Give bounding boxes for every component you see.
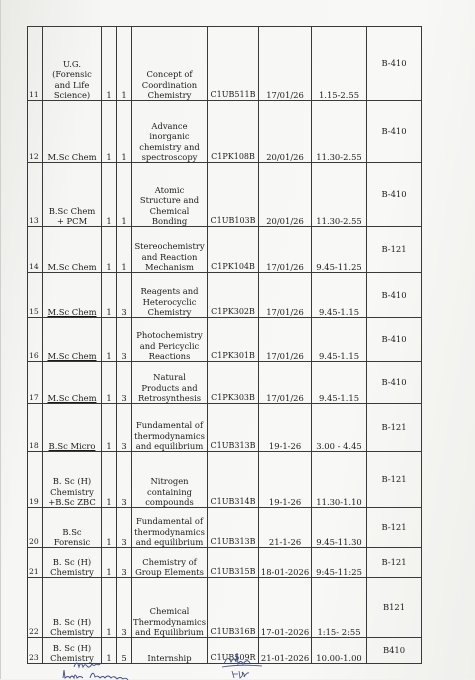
programme-cell: B.Sc Chem + PCM <box>43 163 102 227</box>
table-row <box>28 404 422 452</box>
table-row <box>28 163 422 227</box>
year-cell: 1 <box>102 638 117 664</box>
room-cell: B410 <box>367 638 422 664</box>
year-cell: 1 <box>102 578 117 638</box>
course-title-cell: Internship <box>132 638 208 664</box>
room-cell: B-121 <box>367 404 422 452</box>
course-code-cell: C1UB314B <box>208 452 259 508</box>
room-cell: B-121 <box>367 452 422 508</box>
semester-cell: 3 <box>117 273 132 318</box>
exam-time-cell: 11.30-2.55 <box>312 101 367 163</box>
programme-cell: M.Sc Chem <box>43 318 102 362</box>
serial-number: 15 <box>28 273 43 318</box>
year-cell: 1 <box>102 508 117 548</box>
course-code-cell: C1UB313B <box>208 508 259 548</box>
serial-number: 16 <box>28 318 43 362</box>
table-row <box>28 101 422 163</box>
room-cell: B-410 <box>367 318 422 362</box>
serial-number: 22 <box>28 578 43 638</box>
year-cell: 1 <box>102 362 117 404</box>
course-title-cell: Natural Products and Retrosynthesis <box>132 362 208 404</box>
semester-cell: 1 <box>117 227 132 273</box>
room-cell: B121 <box>367 578 422 638</box>
year-cell: 1 <box>102 27 117 101</box>
semester-cell: 3 <box>117 362 132 404</box>
year-cell: 1 <box>102 273 117 318</box>
serial-number: 21 <box>28 548 43 578</box>
exam-date-cell: 20/01/26 <box>259 163 312 227</box>
programme-cell: M.Sc Chem <box>43 273 102 318</box>
course-title-cell: Photochemistry and Pericyclic Reactions <box>132 318 208 362</box>
programme-cell: M.Sc Chem <box>43 362 102 404</box>
exam-date-cell: 21-1-26 <box>259 508 312 548</box>
serial-number: 20 <box>28 508 43 548</box>
course-code-cell: C1UB103B <box>208 163 259 227</box>
exam-time-cell: 11.30-1.10 <box>312 452 367 508</box>
serial-number: 14 <box>28 227 43 273</box>
exam-date-cell: 17/01/26 <box>259 362 312 404</box>
serial-number: 12 <box>28 101 43 163</box>
semester-cell: 3 <box>117 508 132 548</box>
serial-number: 13 <box>28 163 43 227</box>
semester-cell: 1 <box>117 101 132 163</box>
table-row <box>28 578 422 638</box>
lab-incharge-signature <box>60 658 150 680</box>
exam-date-cell: 17/01/26 <box>259 27 312 101</box>
exam-date-cell: 21-01-2026 <box>259 638 312 664</box>
year-cell: 1 <box>102 548 117 578</box>
course-code-cell: C1PK108B <box>208 101 259 163</box>
exam-date-cell: 20/01/26 <box>259 101 312 163</box>
course-title-cell: Advance inorganic chemistry and spectroscopy <box>132 101 208 163</box>
serial-number: 18 <box>28 404 43 452</box>
semester-cell: 1 <box>117 27 132 101</box>
semester-cell: 3 <box>117 548 132 578</box>
exam-schedule-table <box>27 26 422 664</box>
course-code-cell: C1PK303B <box>208 362 259 404</box>
exam-date-cell: 17-01-2026 <box>259 578 312 638</box>
exam-time-cell: 9.45-1.15 <box>312 318 367 362</box>
hod-signature <box>218 650 268 680</box>
room-cell: B-410 <box>367 273 422 318</box>
course-code-cell: C1UB315B <box>208 548 259 578</box>
programme-cell: U.G. (Forensic and Life Science) <box>43 27 102 101</box>
programme-cell: B. Sc (H) Chemistry <box>43 638 102 664</box>
table-row <box>28 508 422 548</box>
exam-time-cell: 9.45-1.15 <box>312 273 367 318</box>
table-row <box>28 227 422 273</box>
course-code-cell: C1PK301B <box>208 318 259 362</box>
year-cell: 1 <box>102 404 117 452</box>
programme-cell: M.Sc Chem <box>43 101 102 163</box>
semester-cell: 3 <box>117 578 132 638</box>
course-title-cell: Chemical Thermodynamics and Equilibrium <box>132 578 208 638</box>
exam-date-cell: 17/01/26 <box>259 227 312 273</box>
programme-cell: B. Sc (H) Chemistry <box>43 578 102 638</box>
course-title-cell: Chemistry of Group Elements <box>132 548 208 578</box>
course-title-cell: Nitrogen containing compounds <box>132 452 208 508</box>
exam-time-cell: 11.30-2.55 <box>312 163 367 227</box>
serial-number: 11 <box>28 27 43 101</box>
exam-time-cell: 9:45-11:25 <box>312 548 367 578</box>
exam-time-cell: 9.45-11.25 <box>312 227 367 273</box>
semester-cell: 3 <box>117 404 132 452</box>
table-row <box>28 362 422 404</box>
room-cell: B-121 <box>367 227 422 273</box>
semester-cell: 1 <box>117 163 132 227</box>
semester-cell: 3 <box>117 318 132 362</box>
semester-cell: 5 <box>117 638 132 664</box>
table-row <box>28 548 422 578</box>
exam-time-cell: 3.00 - 4.45 <box>312 404 367 452</box>
course-title-cell: Stereochemistry and Reaction Mechanism <box>132 227 208 273</box>
course-code-cell: C1UB313B <box>208 404 259 452</box>
table-row <box>28 452 422 508</box>
course-code-cell: C1PK104B <box>208 227 259 273</box>
exam-date-cell: 19-1-26 <box>259 404 312 452</box>
year-cell: 1 <box>102 452 117 508</box>
room-cell: B-121 <box>367 548 422 578</box>
course-code-cell: C1UB509R <box>208 638 259 664</box>
table-row <box>28 273 422 318</box>
course-title-cell: Atomic Structure and Chemical Bonding <box>132 163 208 227</box>
course-title-cell: Fundamental of thermodynamics and equilibrium <box>132 508 208 548</box>
exam-date-cell: 19-1-26 <box>259 452 312 508</box>
course-code-cell: C1UB511B <box>208 27 259 101</box>
exam-time-cell: 9.45-11.30 <box>312 508 367 548</box>
year-cell: 1 <box>102 318 117 362</box>
exam-time-cell: 10.00-1.00 <box>312 638 367 664</box>
serial-number: 19 <box>28 452 43 508</box>
table-row <box>28 27 422 101</box>
exam-time-cell: 9.45-1.15 <box>312 362 367 404</box>
programme-cell: B.Sc Micro <box>43 404 102 452</box>
course-title-cell: Fundamental of thermodynamics and equilibrium <box>132 404 208 452</box>
year-cell: 1 <box>102 163 117 227</box>
year-cell: 1 <box>102 227 117 273</box>
exam-date-cell: 17/01/26 <box>259 318 312 362</box>
exam-time-cell: 1:15- 2:55 <box>312 578 367 638</box>
exam-date-cell: 18-01-2026 <box>259 548 312 578</box>
exam-time-cell: 1.15-2.55 <box>312 27 367 101</box>
room-cell: B-410 <box>367 163 422 227</box>
programme-cell: B.Sc Forensic <box>43 508 102 548</box>
exam-date-cell: 17/01/26 <box>259 273 312 318</box>
course-code-cell: C1UB316B <box>208 578 259 638</box>
room-cell: B-121 <box>367 508 422 548</box>
course-title-cell: Reagents and Heterocyclic Chemistry <box>132 273 208 318</box>
table-row <box>28 318 422 362</box>
semester-cell: 3 <box>117 452 132 508</box>
room-cell: B-410 <box>367 101 422 163</box>
course-title-cell: Concept of Coordination Chemistry <box>132 27 208 101</box>
serial-number: 23 <box>28 638 43 664</box>
programme-cell: B. Sc (H) Chemistry +B.Sc ZBC <box>43 452 102 508</box>
serial-number: 17 <box>28 362 43 404</box>
room-cell: B-410 <box>367 362 422 404</box>
year-cell: 1 <box>102 101 117 163</box>
page-margin-line <box>0 0 1 679</box>
course-code-cell: C1PK302B <box>208 273 259 318</box>
programme-cell: M.Sc Chem <box>43 227 102 273</box>
room-cell: B-410 <box>367 27 422 101</box>
programme-cell: B. Sc (H) Chemistry <box>43 548 102 578</box>
